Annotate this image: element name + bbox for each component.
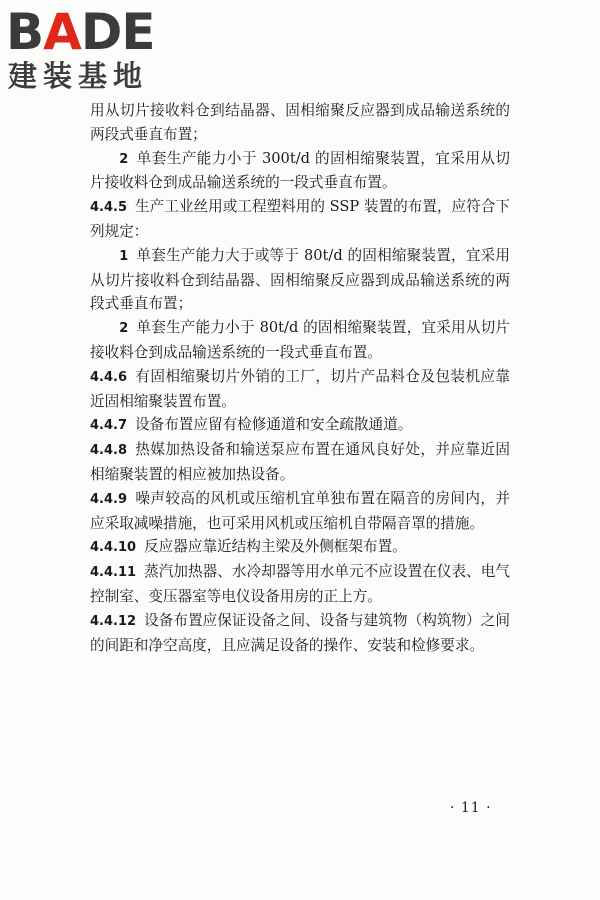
clause-number: 4.4.11 <box>90 565 137 581</box>
document-body <box>90 99 510 657</box>
clause <box>90 413 510 438</box>
clause <box>90 195 510 244</box>
paragraph-text: 单套生产能力大于或等于 80t/d 的固相缩聚装置，宜采用从切片接收料仓到结晶器、固相缩聚反应器到成品输送系统的两段式垂直布置； <box>90 246 510 313</box>
clause <box>90 535 510 560</box>
paragraph-text: 蒸汽加热器、水冷却器等用水单元不应设置在仪表、电气控制室、变压器室等电仪设备用房的正上方。 <box>90 563 510 605</box>
item-number: 1 <box>119 248 129 264</box>
paragraph-text: 热媒加热设备和输送泵应布置在通风良好处，并应靠近固相缩聚装置的相应被加热设备。 <box>90 441 510 483</box>
bade-logo <box>6 4 186 96</box>
paragraph-text: 设备布置应保证设备之间、设备与建筑物（构筑物）之间的间距和净空高度，且应满足设备的操作、安装和检修要求。 <box>90 611 510 654</box>
page-number: · 11 · <box>450 800 492 816</box>
paragraph-text: 单套生产能力小于 80t/d 的固相缩聚装置，宜采用从切片接收料仓到成品输送系统的一段式垂直布置。 <box>90 319 510 361</box>
paragraph-text: 有固相缩聚切片外销的工厂，切片产品料仓及包装机应靠近固相缩聚装置布置。 <box>90 367 510 410</box>
paragraph-text: 设备布置应留有检修通道和安全疏散通道。 <box>135 416 413 434</box>
paragraph-continuation <box>90 99 510 147</box>
list-item <box>90 316 510 365</box>
logo-wordmark <box>6 4 155 60</box>
clause-number: 4.4.5 <box>90 200 128 216</box>
clause-number: 4.4.12 <box>90 613 137 629</box>
logo-letters-de: DE <box>80 3 155 61</box>
list-item <box>90 244 510 316</box>
clause-number: 4.4.10 <box>90 540 137 556</box>
list-item <box>90 147 510 196</box>
clause-number: 4.4.7 <box>90 418 128 434</box>
clause-number: 4.4.9 <box>90 491 128 507</box>
clause-number: 4.4.6 <box>90 369 128 385</box>
paragraph-text: 生产工业丝用或工程塑料用的 SSP 装置的布置，应符合下列规定： <box>90 198 510 240</box>
item-number: 2 <box>119 151 129 167</box>
paragraph-text: 用从切片接收料仓到结晶器、固相缩聚反应器到成品输送系统的两段式垂直布置； <box>90 102 510 143</box>
item-number: 2 <box>119 321 129 337</box>
paragraph-text: 噪声较高的风机或压缩机宜单独布置在隔音的房间内，并应采取减噪措施，也可采用风机或压缩机自带隔音罩的措施。 <box>90 489 510 532</box>
logo-subtitle: 建装基地 <box>8 59 149 93</box>
paragraph-text: 反应器应靠近结构主梁及外侧框架布置。 <box>144 538 407 556</box>
clause <box>90 609 510 658</box>
logo-letter-a: A <box>43 3 81 61</box>
clause <box>90 365 510 414</box>
logo-letter-b: B <box>6 3 44 61</box>
clause <box>90 438 510 487</box>
clause-number: 4.4.8 <box>90 443 128 459</box>
clause <box>90 487 510 536</box>
clause <box>90 560 510 609</box>
paragraph-text: 单套生产能力小于 300t/d 的固相缩聚装置，宜采用从切片接收料仓到成品输送系统的一段式垂直布置。 <box>90 149 510 192</box>
